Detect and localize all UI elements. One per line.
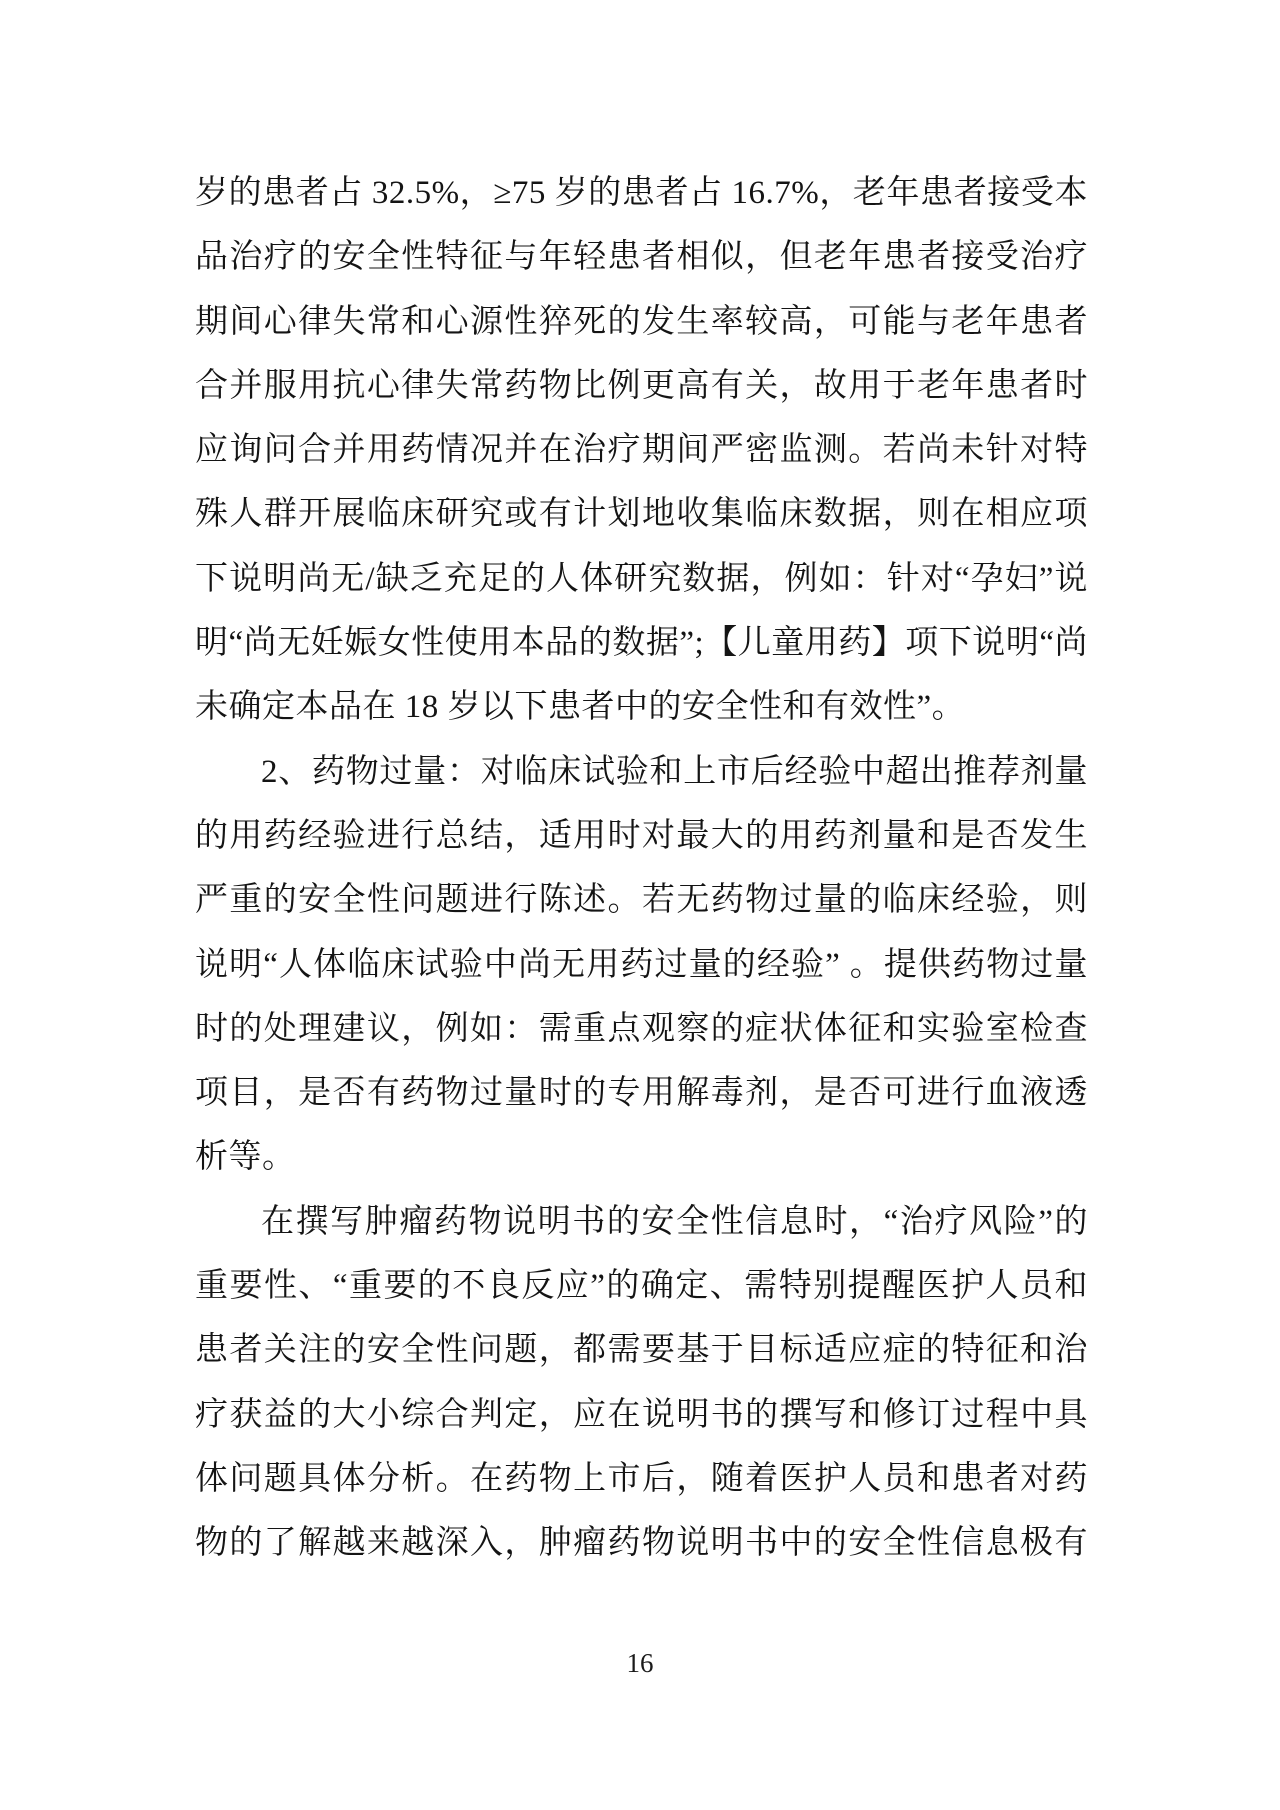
text-line: 期间心律失常和心源性猝死的发生率较高，可能与老年患者 <box>195 303 1088 340</box>
text-line: 物的了解越来越深入，肿瘤药物说明书中的安全性信息极有 <box>195 1525 1088 1562</box>
text-line: 时的处理建议，例如：需重点观察的症状体征和实验室检查 <box>195 1010 1088 1047</box>
page-number: 16 <box>626 1648 654 1678</box>
text-line: 岁的患者占 32.5%，≥75 岁的患者占 16.7%，老年患者接受本 <box>195 175 1088 211</box>
text-line: 严重的安全性问题进行陈述。若无药物过量的临床经验，则 <box>195 882 1088 919</box>
text-line: 项目，是否有药物过量时的专用解毒剂，是否可进行血液透 <box>195 1075 1088 1112</box>
text-line: 合并服用抗心律失常药物比例更高有关，故用于老年患者时 <box>195 367 1088 404</box>
text-line: 殊人群开展临床研究或有计划地收集临床数据，则在相应项 <box>195 496 1088 533</box>
text-line: 患者关注的安全性问题，都需要基于目标适应症的特征和治 <box>195 1332 1088 1369</box>
text-line: 明“尚无妊娠女性使用本品的数据”;【儿童用药】项下说明“尚 <box>195 625 1088 662</box>
body-text <box>195 161 1088 1576</box>
text-line: 品治疗的安全性特征与年轻患者相似，但老年患者接受治疗 <box>195 239 1088 276</box>
text-line: 重要性、“重要的不良反应”的确定、需特别提醒医护人员和 <box>195 1268 1088 1305</box>
text-line: 析等。 <box>195 1139 296 1176</box>
text-line: 未确定本品在 18 岁以下患者中的安全性和有效性”。 <box>195 689 966 726</box>
text-line: 体问题具体分析。在药物上市后，随着医护人员和患者对药 <box>195 1460 1088 1497</box>
text-line: 的用药经验进行总结，适用时对最大的用药剂量和是否发生 <box>195 817 1088 854</box>
text-line: 应询问合并用药情况并在治疗期间严密监测。若尚未针对特 <box>195 432 1088 469</box>
text-line: 下说明尚无/缺乏充足的人体研究数据，例如：针对“孕妇”说 <box>195 560 1088 597</box>
text-line: 在撰写肿瘤药物说明书的安全性信息时，“治疗风险”的 <box>261 1203 1088 1240</box>
text-line: 2、药物过量：对临床试验和上市后经验中超出推荐剂量 <box>261 753 1088 790</box>
text-line: 疗获益的大小综合判定，应在说明书的撰写和修订过程中具 <box>195 1396 1088 1433</box>
text-line: 说明“人体临床试验中尚无用药过量的经验” 。提供药物过量 <box>195 946 1088 983</box>
